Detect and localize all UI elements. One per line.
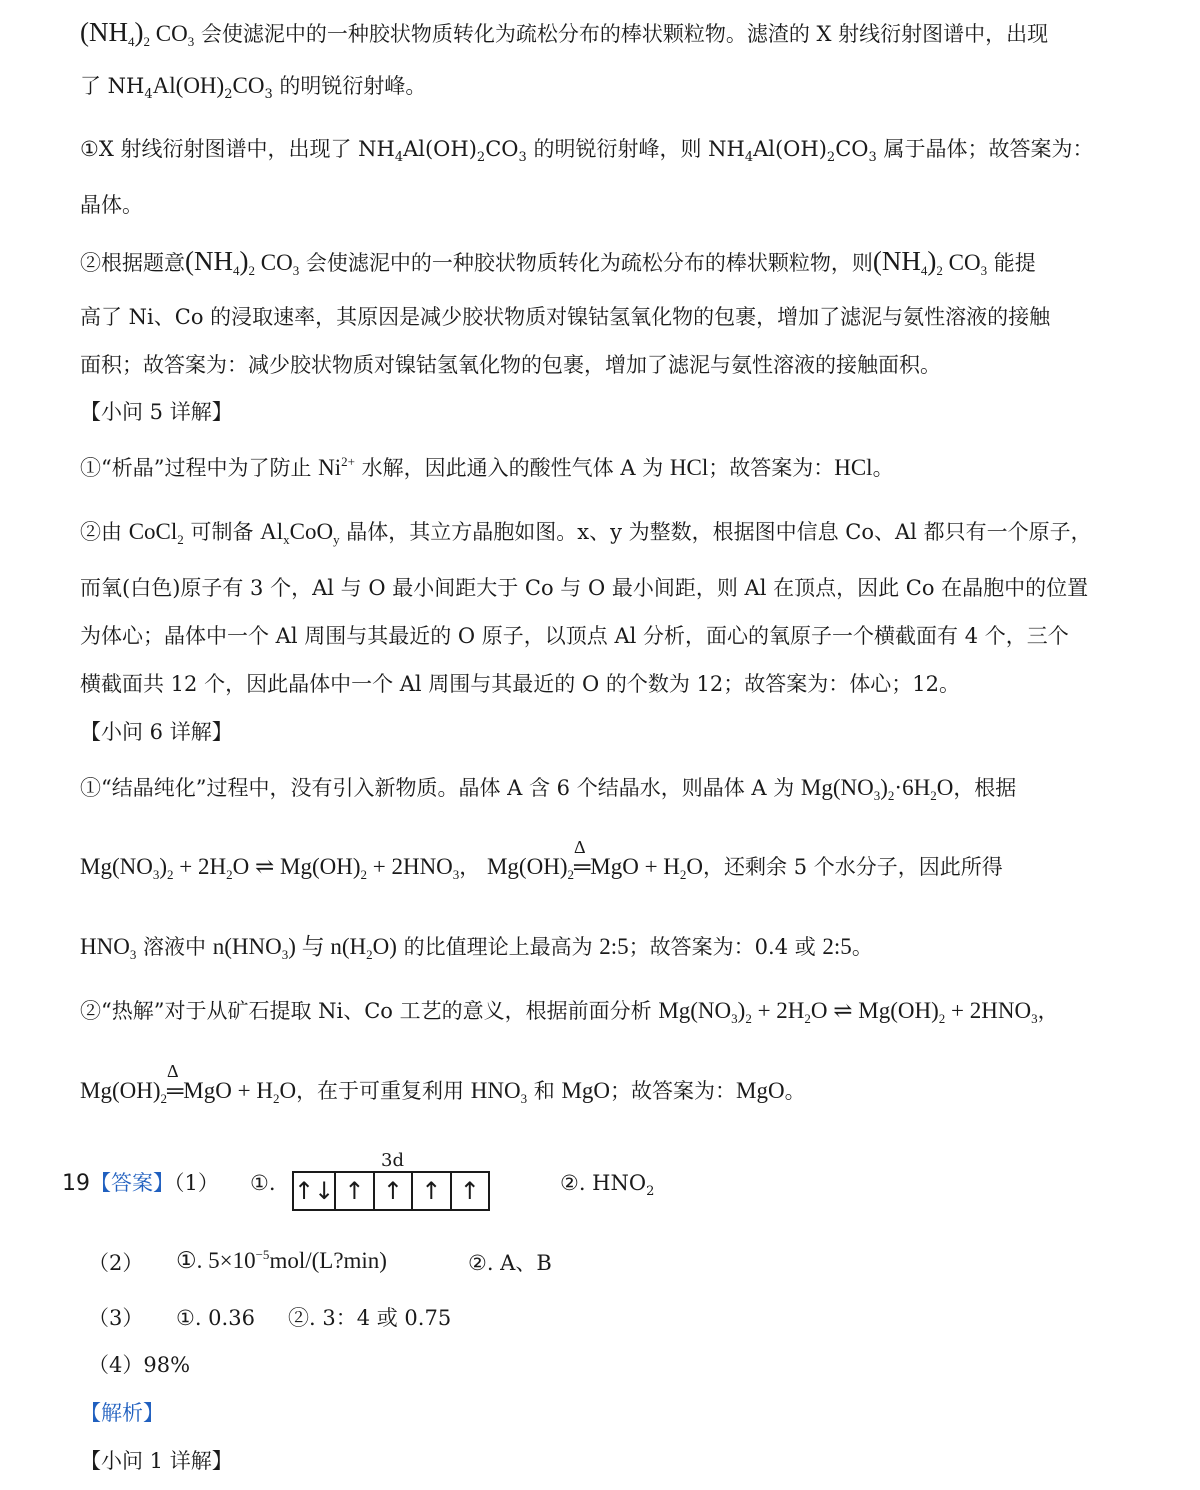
- part-1-choice-2: ②. $HNO_2$: [560, 1171, 655, 1199]
- part-2-choice-2: ②. A、B: [468, 1251, 552, 1275]
- orbital-diagram-3d: [292, 1171, 490, 1211]
- part-4-answer: （4）98%: [88, 1353, 191, 1377]
- heat-delta-symbol: Δ: [167, 1061, 179, 1081]
- part-1-label: （1）: [174, 1171, 219, 1195]
- text-line-11: 而氧(白色)原子有 3 个，Al 与 O 最小间距大于 Co 与 O 最小间距，则 Al 在顶点，因此 Co 在晶胞中的位置: [80, 576, 1089, 600]
- answer-19-header: [62, 1168, 219, 1199]
- part-3-choice-2: ②. 3：4 或 0.75: [288, 1306, 452, 1330]
- text-line-17: $HNO_3$ 溶液中 $n(HNO_3)$ 与 $n(H_2O)$ 的比值理论上最高为 2:5；故答案为：0.4 或 2:5。: [80, 934, 873, 962]
- text-line-5: ②根据题意$(NH_4)_2$ $CO_3$ 会使滤泥中的一种胶状物质转化为疏松分布的棒状颗粒物，则$(NH_4)_2$ $CO_3$ 能提: [80, 246, 1036, 278]
- text-line-18: ②“热解”对于从矿石提取 Ni、Co 工艺的意义，根据前面分析 $Mg(NO_3)_2 + 2H_2O$ ⇌ $Mg(OH)_2 + 2HNO_3$，: [80, 998, 1059, 1026]
- analysis-tag: 【解析】: [80, 1401, 164, 1425]
- answer-tag: 【答案】: [90, 1171, 174, 1195]
- text-line-15: ①“结晶纯化”过程中，没有引入新物质。晶体 A 含 6 个结晶水，则晶体 A 为 $Mg(NO_3)_2\cdot 6H_2O$，根据: [80, 775, 1017, 803]
- text-line-6: 高了 Ni、Co 的浸取速率，其原因是减少胶状物质对镍钴氢氧化物的包裹，增加了滤泥与氨性溶液的接触: [80, 305, 1051, 329]
- orbital-cell: ↑↓: [294, 1173, 336, 1209]
- part-3-label: （3）: [88, 1306, 144, 1330]
- text-line-13: 横截面共 12 个，因此晶体中一个 Al 周围与其最近的 O 的个数为 12；故答案为：体心；12。: [80, 672, 960, 696]
- text-line-16: $Mg(NO_3)_2 + 2H_2O$ ⇌ $Mg(OH)_2 + 2HNO_3$， $Mg(OH)_2$ Δ ═MgO + $H_2O$，还剩余 5 个水分子，因此所得: [80, 852, 1003, 882]
- text-line-10: ②由 CoCl$_2$ 可制备 $Al_xCoO_y$ 晶体，其立方晶胞如图。x、y 为整数，根据图中信息 Co、Al 都只有一个原子，: [80, 519, 1092, 547]
- text-line-1: $(NH_4)_2$ $CO_3$ 会使滤泥中的一种胶状物质转化为疏松分布的棒状颗粒物。滤渣的 X 射线衍射图谱中，出现: [80, 17, 1049, 49]
- section-heading-q1: 【小问 1 详解】: [80, 1449, 233, 1473]
- text-line-3: ①X 射线衍射图谱中，出现了 $NH_4Al(OH)_2CO_3$ 的明锐衍射峰，则 $NH_4Al(OH)_2CO_3$ 属于晶体；故答案为：: [80, 137, 1094, 165]
- text-line-12: 为体心；晶体中一个 Al 周围与其最近的 O 原子，以顶点 Al 分析，面心的氧原子一个横截面有 4 个，三个: [80, 624, 1069, 648]
- section-heading-q5: 【小问 5 详解】: [80, 400, 233, 424]
- text-line-2: 了 $NH_4Al(OH)_2CO_3$ 的明锐衍射峰。: [80, 73, 427, 102]
- part-2-label: （2）: [88, 1251, 144, 1275]
- part-3-choice-1: ①. 0.36: [176, 1306, 255, 1330]
- orbital-cell: ↑: [375, 1173, 413, 1209]
- orbital-cell: ↑: [413, 1173, 451, 1209]
- orbital-label-3d: 3d: [381, 1150, 404, 1171]
- part-2-choice-1: ①. $5\times 10^{-5}mol/(L?\min)$: [176, 1247, 387, 1273]
- orbital-cell: ↑: [459, 1177, 480, 1205]
- text-line-4: 晶体。: [80, 193, 143, 217]
- text-line-7: 面积；故答案为：减少胶状物质对镍钴氢氧化物的包裹，增加了滤泥与氨性溶液的接触面积。: [80, 353, 941, 377]
- orbital-cell: ↑: [336, 1173, 374, 1209]
- question-number: 19: [62, 1171, 90, 1196]
- text-line-19: $Mg(OH)_2$ Δ ═MgO + $H_2O$，在于可重复利用 $HNO_3$ 和 MgO；故答案为：MgO。: [80, 1076, 806, 1106]
- text-line-9: ①“析晶”过程中为了防止 $Ni^{2+}$ 水解，因此通入的酸性气体 A 为 HCl；故答案为：HCl。: [80, 454, 894, 480]
- section-heading-q6: 【小问 6 详解】: [80, 720, 233, 744]
- heat-delta-symbol: Δ: [573, 837, 586, 857]
- part-1-choice-1-label: ①.: [250, 1171, 276, 1195]
